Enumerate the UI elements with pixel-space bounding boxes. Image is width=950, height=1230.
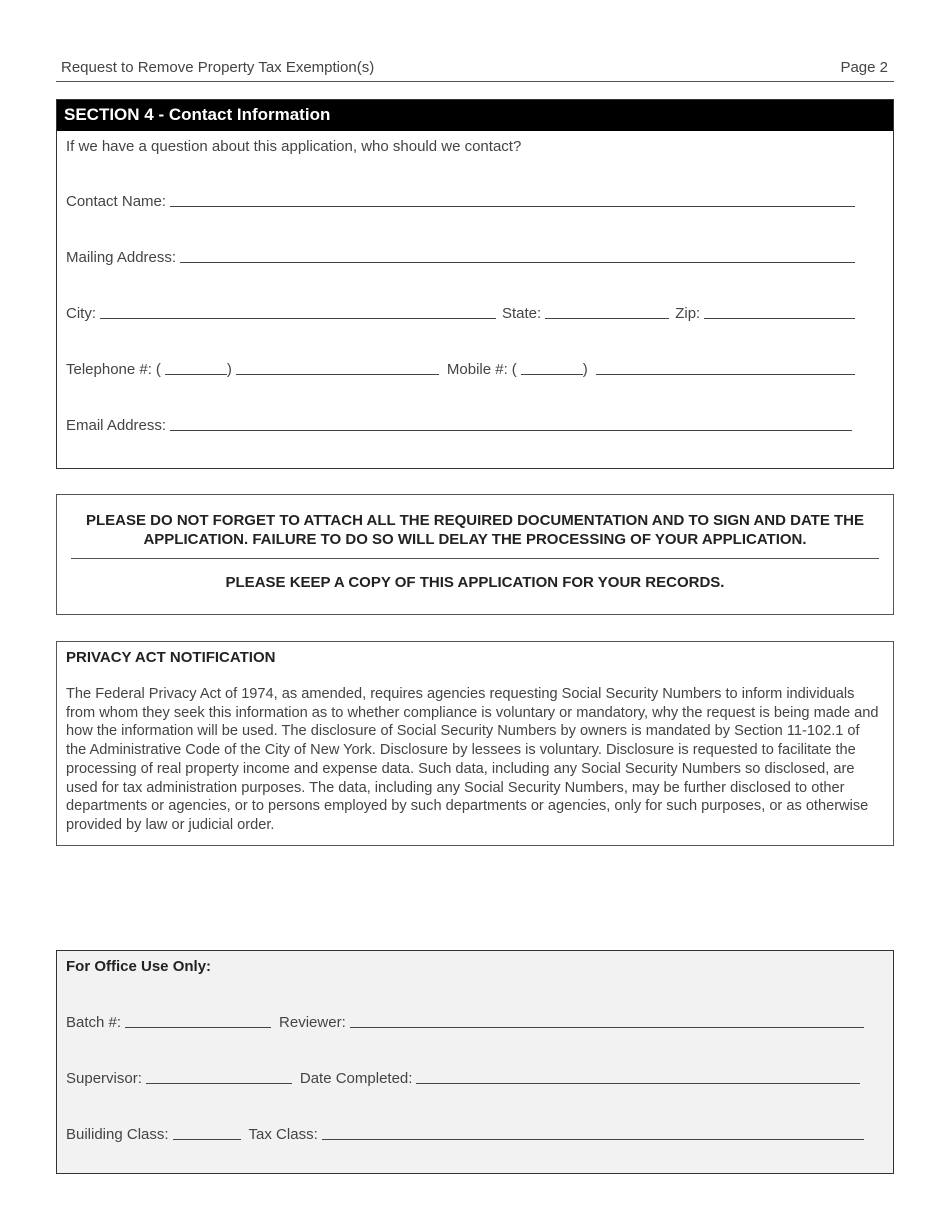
- privacy-act-notification: [56, 641, 894, 846]
- mobile-paren-open: (: [511, 361, 517, 378]
- zip-field[interactable]: [704, 304, 855, 319]
- reviewer-field[interactable]: [350, 1013, 864, 1028]
- page-number: Page 2: [840, 59, 888, 76]
- telephone-paren-open: (: [155, 361, 161, 378]
- privacy-heading: PRIVACY ACT NOTIFICATION: [66, 649, 276, 666]
- date-completed-field[interactable]: [416, 1069, 860, 1084]
- city-state-zip-row: [66, 302, 855, 322]
- mobile-paren-close: ): [582, 361, 588, 378]
- section-4-heading: SECTION 4 - Contact Information: [57, 100, 893, 131]
- mobile-number-field[interactable]: [596, 360, 855, 375]
- state-field[interactable]: [545, 304, 669, 319]
- mailing-address-label: Mailing Address:: [66, 249, 177, 266]
- office-use-section: [56, 950, 894, 1174]
- building-class-label: Builiding Class:: [66, 1126, 169, 1143]
- batch-field[interactable]: [125, 1013, 271, 1028]
- telephone-area-code-field[interactable]: [165, 360, 227, 375]
- mobile-area-code-field[interactable]: [521, 360, 583, 375]
- telephone-number-field[interactable]: [236, 360, 439, 375]
- telephone-label: Telephone #:: [66, 361, 152, 378]
- city-field[interactable]: [100, 304, 496, 319]
- contact-name-row: [66, 190, 855, 210]
- contact-name-label: Contact Name:: [66, 193, 167, 210]
- email-row: [66, 414, 852, 434]
- email-field[interactable]: [170, 416, 852, 431]
- building-class-field[interactable]: [173, 1125, 241, 1140]
- section-4-contact-information: [56, 99, 894, 469]
- page-header: [56, 57, 894, 82]
- documentation-warning: PLEASE DO NOT FORGET TO ATTACH ALL THE REQUIRED DOCUMENTATION AND TO SIGN AND DATE THE APPLICATION. FAILURE TO DO SO WILL DELAY THE PROCESSING OF YOUR APPLICATION.: [85, 512, 865, 548]
- tax-class-label: Tax Class:: [248, 1126, 318, 1143]
- contact-name-field[interactable]: [170, 192, 855, 207]
- mailing-address-field[interactable]: [180, 248, 855, 263]
- state-label: State:: [502, 305, 542, 322]
- supervisor-date-row: [66, 1067, 860, 1087]
- phone-row: [66, 358, 855, 378]
- office-use-heading: For Office Use Only:: [66, 958, 212, 975]
- supervisor-field[interactable]: [146, 1069, 292, 1084]
- city-label: City:: [66, 305, 96, 322]
- batch-label: Batch #:: [66, 1014, 122, 1031]
- tax-class-field[interactable]: [322, 1125, 864, 1140]
- date-completed-label: Date Completed:: [299, 1070, 413, 1087]
- reminder-box: [56, 494, 894, 615]
- class-row: [66, 1123, 864, 1143]
- email-label: Email Address:: [66, 417, 167, 434]
- reviewer-label: Reviewer:: [279, 1014, 346, 1031]
- privacy-body: The Federal Privacy Act of 1974, as amended, requires agencies requesting Social Security Numbers to inform individuals from whom they seek this information as to whether compliance is voluntary or mandatory, why the request is being made and how the information will be used. The disclosure of Social Security Numbers by owners is mandated by Section 11-102.1 of the Administrative Code of the City of New York. Disclosure by lessees is voluntary. Disclosure is requested to facilitate the processing of real property income and expense data. Such data, including any Social Security Numbers so disclosed, are used for tax administration purposes. The data, including any Social Security Numbers, may be further disclosed to other departments or agencies, or to persons employed by such departments or agencies, only for such purposes, or as otherwise provided by law or judicial order.: [66, 686, 879, 833]
- zip-label: Zip:: [675, 305, 701, 322]
- keep-copy-notice: PLEASE KEEP A COPY OF THIS APPLICATION FOR YOUR RECORDS.: [225, 574, 725, 591]
- section-4-intro: If we have a question about this application, who should we contact?: [66, 138, 522, 155]
- supervisor-label: Supervisor:: [66, 1070, 142, 1087]
- mailing-address-row: [66, 246, 855, 266]
- mobile-label: Mobile #:: [446, 361, 508, 378]
- reminder-divider: [71, 558, 879, 559]
- document-title: Request to Remove Property Tax Exemption(s): [61, 59, 375, 76]
- batch-reviewer-row: [66, 1011, 864, 1031]
- telephone-paren-close: ): [226, 361, 232, 378]
